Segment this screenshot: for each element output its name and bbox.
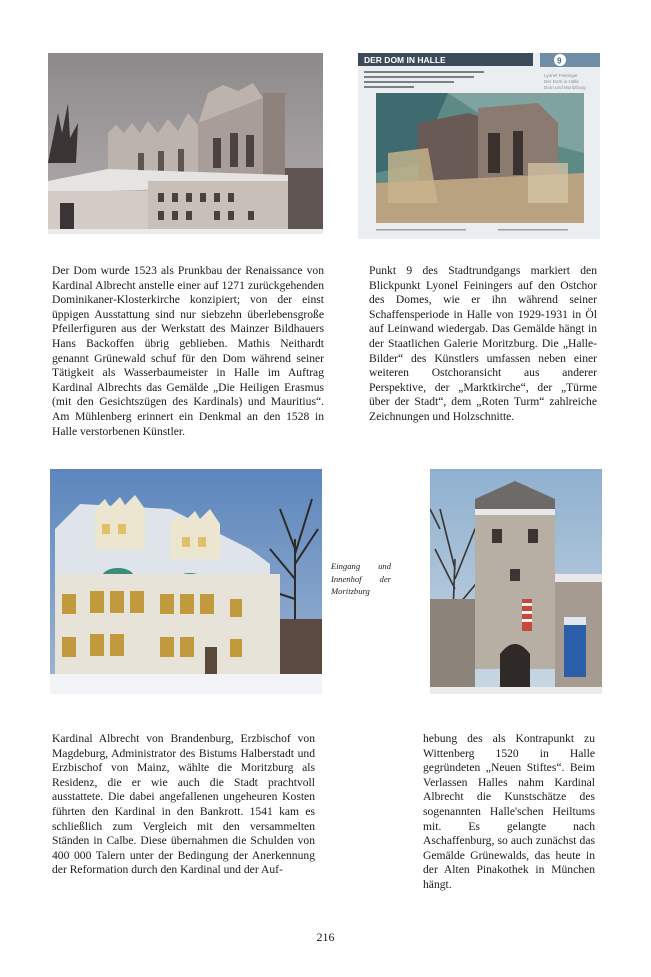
poster-badge: 9 xyxy=(557,56,562,66)
poster-side-line-1: Lyonel Feininger xyxy=(544,73,578,78)
poster-side-line-2: Der Dom in Halle xyxy=(544,79,579,84)
page-number: 216 xyxy=(316,930,335,944)
feininger-painting-poster-icon xyxy=(358,53,600,239)
feininger-paragraph: Punkt 9 des Stadtrundgangs markiert den Blickpunkt Lyonel Feiningers auf den Ostchor des Domes, wie er ihn während seiner Schaffensperiode in Halle von 1929-1931 in Öl auf Leinwand wiedergab. Das Gemälde hängt in der Staatlichen Galerie Moritzburg. Die „Halle-Bilder“ des Künstlers umfassen neben einer weiteren Ostchoransicht aus anderer Perspektive, der „Marktkirche“, der „Türme über der Stadt“, dem „Roten Turm“ zahlreiche Zeichnungen und Holzschnitte. xyxy=(369,264,597,423)
poster-title: DER DOM IN HALLE xyxy=(364,55,446,65)
poster-photo xyxy=(358,53,600,239)
moritzburg-photo xyxy=(50,469,322,694)
poster-side-line-3: Dom und Moritzburg xyxy=(544,85,586,90)
neues-stift-paragraph: hebung des als Kontrapunkt zu Wittenberg 1520 in Halle gegründeten „Neuen Stiftes“. Beim Verlassen Halles nahm Kardinal Albrecht die Kunstschätze des sogenannten Halle'schen Heiltums mit. Es gelangte nach Aschaffenburg, so auch zunächst das Gemälde Grünewalds, das heute in der Alten Pinakothek in München hängt. xyxy=(423,732,595,891)
photo-caption: Eingang und Innenhof der Moritzburg xyxy=(331,561,391,596)
cathedral-winter-photo-icon xyxy=(48,53,323,234)
dom-photo xyxy=(48,53,323,234)
dom-history-paragraph: Der Dom wurde 1523 als Prunkbau der Renaissance von Kardinal Albrecht anstelle einer auf 1271 zurückgehenden Dominikaner-Klosterkirche konzipiert; von der einst üppigen Ausstattung sind nur siebzehn überlebensgroße Pfeilerfiguren aus der Werkstatt des Mainzer Bildhauers Hans Backoffen übrig geblieben. Mathis Neithardt genannt Grünewald schuf für den Dom während seiner Tätigkeit als Wasserbaumeister in Halle im Auftrag Kardinal Albrechts das Gemälde „Die Heiligen Erasmus (mit den Gesichtszügen des Kardinals) und Mauritius“. Am Mühlenberg erinnert ein Denkmal an den 1528 in Halle verstorbenen Künstler. xyxy=(52,264,324,438)
gate-tower-photo-icon xyxy=(430,469,602,694)
courtyard-photo xyxy=(430,469,602,694)
moritzburg-building-photo-icon xyxy=(50,469,322,694)
albrecht-paragraph: Kardinal Albrecht von Brandenburg, Erzbischof von Magdeburg, Administrator des Bistums Halberstadt und Erzbischof von Mainz, wählte die Moritzburg als Residenz, die er wie auch die Stadt prachtvoll ausstattete. Die dabei angefallenen ungeheuren Kosten führten den Kardinal in den Bankrott. 1541 kam es schließlich zum Vergleich mit den versammelten Ständen in Calbe. Diese übernahmen die Schulden von 400 000 Talern unter der Bedingung der Anerkennung der Reformation durch den Kardinal und der Auf- xyxy=(52,732,315,877)
